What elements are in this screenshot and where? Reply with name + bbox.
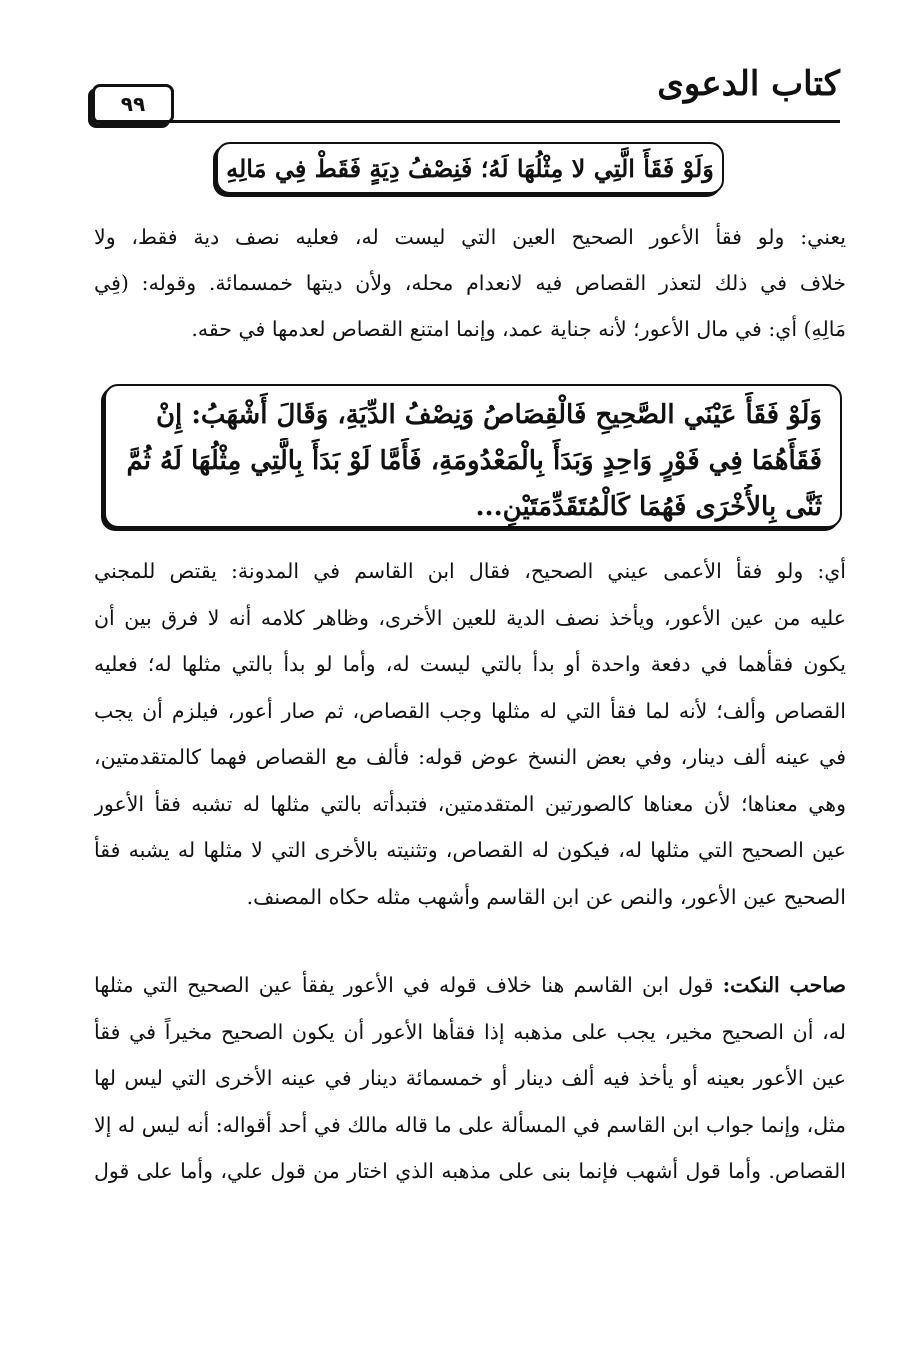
paragraph-line: في عينه ألف دينار، وفي بعض النسخ عوض قوله: فألف مع القصاص فهما كالمتقدمتين، <box>94 745 846 769</box>
paragraph-line: القصاص وألف؛ لأنه لما فقأ التي له مثلها وجب القصاص، ثم صار أعور، فيلزم أن يجب <box>94 698 846 723</box>
matn-box-2 <box>104 384 842 528</box>
commentary-paragraph-1 <box>94 214 846 352</box>
paragraph-line: له، أن الصحيح مخير، يجب على مذهبه إذا فقأها الأعور أن يكون الصحيح مخيراً في فقأ <box>94 1019 846 1044</box>
paragraph-line: مثل، وإنما جواب ابن القاسم في المسألة على ما قاله مالك في أحد أقواله: أنه ليس له إلا <box>94 1112 846 1137</box>
paragraph-line: أي: ولو فقأ الأعمى عيني الصحيح، فقال ابن القاسم في المدونة: يقتص للمجني <box>94 559 846 583</box>
paragraph-line: القصاص. وأما قول أشهب فإنما بنى على مذهبه الذي اختار من قول علي، وأما على قول <box>94 1159 846 1183</box>
book-title: كتاب الدعوى <box>657 64 840 104</box>
paragraph-line: يكون فقأهما في دفعة واحدة أو بدأ بالتي ليست له، وأما لو بدأ بالتي مثلها له؛ فعليه <box>94 652 846 676</box>
paragraph-line: الصحيح عين الأعور، والنص عن ابن القاسم وأشهب مثله حكاه المصنف. <box>246 884 846 909</box>
matn-2-line: ثَنَّى بِالأُخْرَى فَهُمَا كَالْمُتَقَدِّمَتَيْنِ... <box>475 492 822 522</box>
page-header <box>92 62 840 128</box>
paragraph-line: يعني: ولو فقأ الأعور الصحيح العين التي ليست له، فعليه نصف دية فقط، ولا <box>94 225 846 249</box>
matn-2-line: فَقَأَهُمَا فِي فَوْرٍ وَاحِدٍ وَبَدَأَ بِالْمَعْدُومَةِ، فَأَمَّا لَوْ بَدَأَ بِالَّتِي مِثْلُهَا لَهُ ثُمَّ <box>126 446 822 476</box>
source-label: صاحب النكت: <box>722 973 846 997</box>
paragraph-line: عين الأعور بعينه أو يأخذ فيه ألف دينار أو خمسمائة دينار في عينه الأخرى التي ليس لها <box>94 1066 846 1090</box>
matn-box-1 <box>216 142 724 194</box>
paragraph-line: عليه من عين الأعور، ويأخذ نصف الدية للعين الأخرى، وظاهر كلامه أنه لا فرق بين أن <box>94 605 846 630</box>
paragraph-line: وهي معناها؛ لأن معناها كالصورتين المتقدمتين، فتبدأته بالتي مثلها له تشبه فقأ الأعور <box>94 791 846 816</box>
matn-2-line: وَلَوْ فَقَأَ عَيْنَي الصَّحِيحِ فَالْقِصَاصُ وَنِصْفُ الدِّيَةِ، وَقَالَ أَشْهَبُ: إِنْ <box>155 400 822 430</box>
paragraph-line-text: قول ابن القاسم هنا خلاف قوله في الأعور يفقأ عين الصحيح التي مثلها <box>94 973 723 997</box>
commentary-paragraph-2 <box>94 548 846 920</box>
header-divider <box>92 120 840 123</box>
commentary-paragraph-3 <box>94 962 846 1195</box>
paragraph-line <box>94 962 846 1009</box>
paragraph-line: مَالِهِ) أي: في مال الأعور؛ لأنه جناية عمد، وإنما امتنع القصاص لعدمها في حقه. <box>191 317 846 341</box>
paragraph-line: خلاف في ذلك لتعذر القصاص فيه لانعدام محله، ولأن ديتها خمسمائة. وقوله: (فِي <box>94 271 846 295</box>
matn-1-text: وَلَوْ فَقَأَ الَّتِي لا مِثْلُهَا لَهُ؛ فَنِصْفُ دِيَةٍ فَقَطْ فِي مَالِهِ <box>226 153 714 183</box>
paragraph-line: عين الصحيح التي مثلها له، فيكون له القصاص، وتثنيته بالأخرى التي لا مثلها له يشبه فقأ <box>94 838 846 862</box>
page-number-badge <box>92 84 174 124</box>
page-number: ٩٩ <box>120 92 146 116</box>
